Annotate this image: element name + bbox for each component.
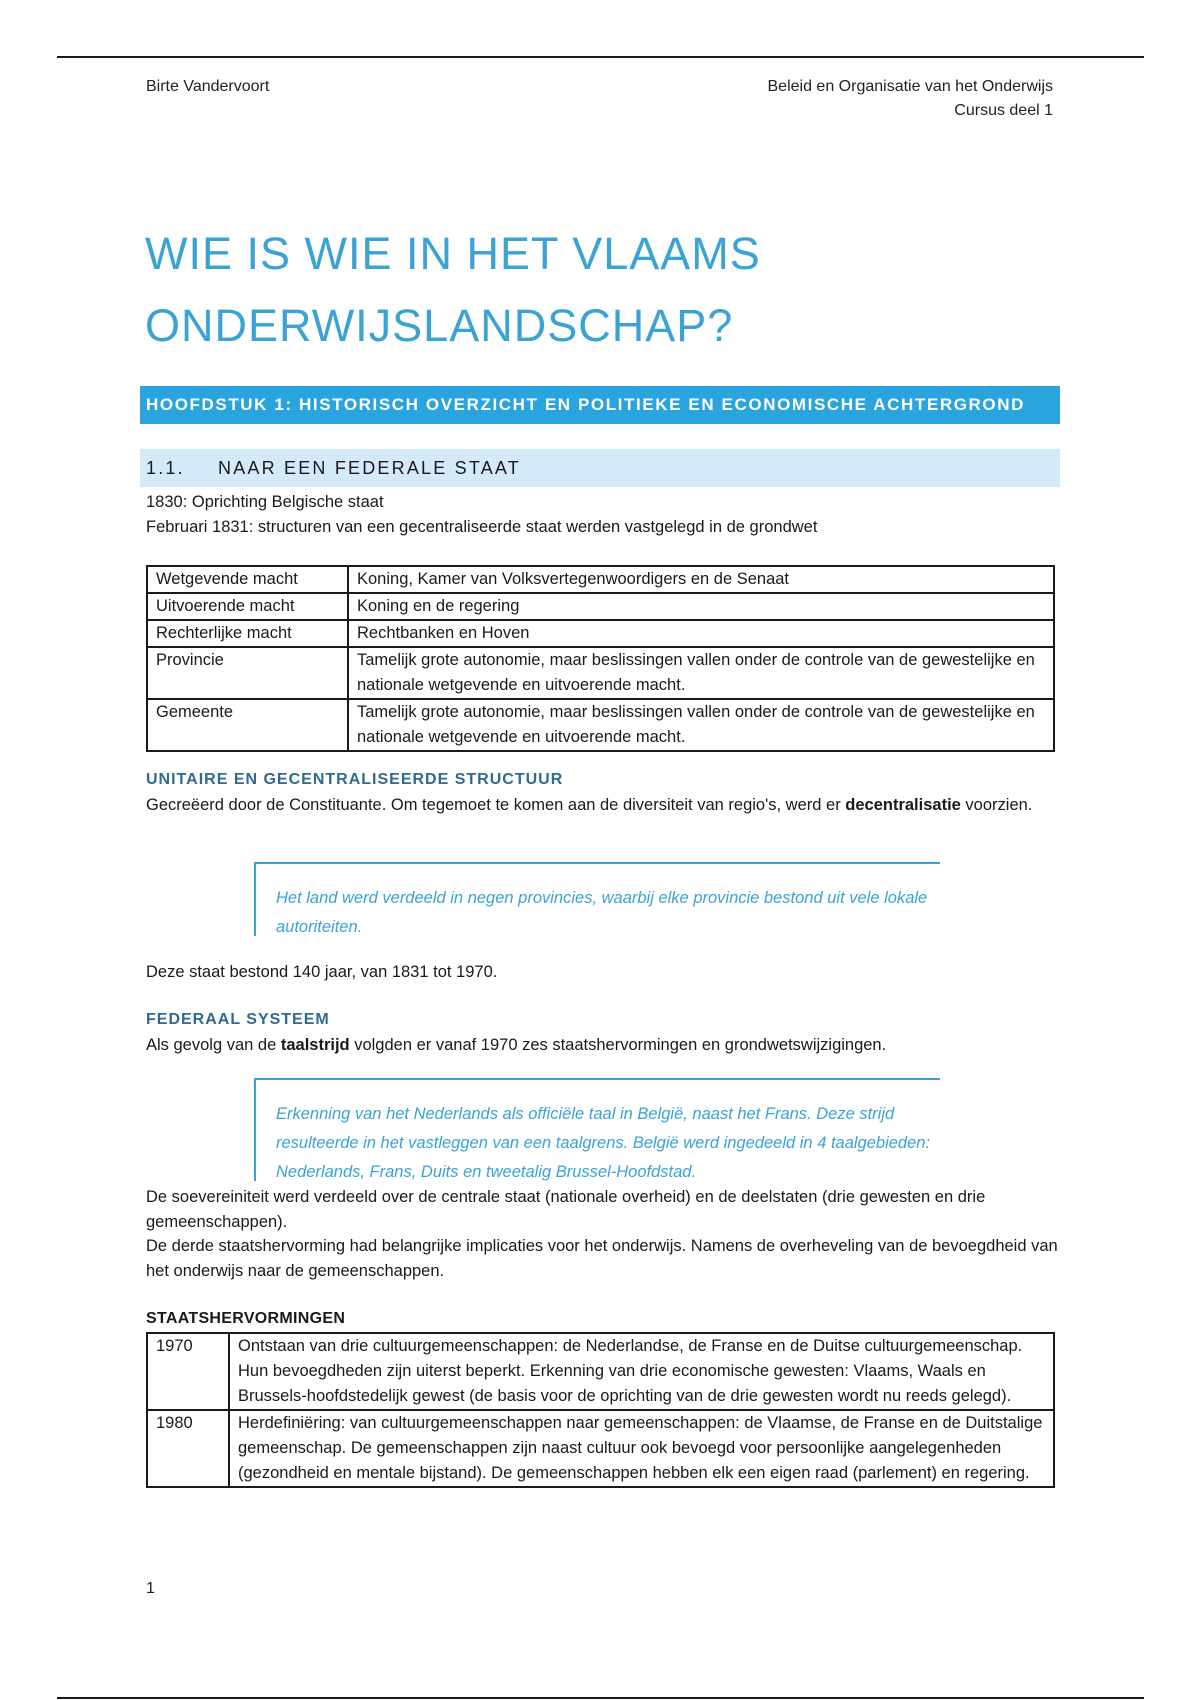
table-row: [147, 620, 1054, 647]
header-course-title: Beleid en Organisatie van het Onderwijs: [767, 78, 1053, 95]
powers-label: Provincie: [147, 647, 348, 699]
federal-quote: Erkenning van het Nederlands als officiële taal in België, naast het Frans. Deze strijd resulteerde in het vastleggen van een taalgrens. België werd ingedeeld in 4 taalgebieden: Nederlands, Frans, Duits en tweetalig Brussel-Hoofdstad.: [254, 1078, 940, 1181]
powers-value: Tamelijk grote autonomie, maar beslissingen vallen onder de controle van de gewestelijke en nationale wetgevende en uitvoerende macht.: [348, 699, 1054, 751]
federal-text-bold: taalstrijd: [280, 1036, 350, 1054]
federal-text-b: volgden er vanaf 1970 zes staatshervormingen en grondwetswijzigingen.: [349, 1036, 887, 1054]
reforms-table: [146, 1332, 1055, 1488]
footer-rule: [57, 1697, 1144, 1699]
unitary-text-b: voorzien.: [960, 796, 1033, 814]
powers-value: Koning, Kamer van Volksvertegenwoordigers en de Senaat: [348, 566, 1054, 593]
federal-text: [146, 1033, 1061, 1058]
powers-label: Rechterlijke macht: [147, 620, 348, 647]
federal-paragraph-2: De derde staatshervorming had belangrijke implicaties voor het onderwijs. Namens de overheveling van de bevoegdheid van het onderwijs naar de gemeenschappen.: [146, 1237, 1058, 1280]
powers-value: Koning en de regering: [348, 593, 1054, 620]
reform-year: 1980: [147, 1410, 229, 1487]
header-author: Birte Vandervoort: [146, 78, 270, 95]
reform-description: Ontstaan van drie cultuurgemeenschappen: de Nederlandse, de Franse en de Duitse cultuurgemeenschap. Hun bevoegdheden zijn uiterst beperkt. Erkenning van drie economische gewesten: Vlaams, Waals en Brussels-hoofdstedelijk gewest (de basis voor de oprichting van de drie gewesten wordt nu reeds gelegd).: [229, 1333, 1054, 1410]
section-heading: [140, 449, 1060, 487]
powers-label: Uitvoerende macht: [147, 593, 348, 620]
reforms-heading: STAATSHERVORMINGEN: [146, 1310, 346, 1327]
table-row: [147, 647, 1054, 699]
powers-label: Gemeente: [147, 699, 348, 751]
unitary-after: Deze staat bestond 140 jaar, van 1831 tot 1970.: [146, 963, 498, 981]
table-row: [147, 566, 1054, 593]
unitary-text: [146, 793, 1061, 818]
section-title: NAAR EEN FEDERALE STAAT: [218, 458, 521, 478]
document-title-line-2: ONDERWIJSLANDSCHAP?: [145, 300, 734, 351]
page-number: 1: [146, 1580, 155, 1597]
document-title-line-1: WIE IS WIE IN HET VLAAMS: [145, 228, 761, 279]
federal-text-a: Als gevolg van de: [146, 1036, 281, 1054]
table-row: [147, 593, 1054, 620]
powers-value: Tamelijk grote autonomie, maar beslissingen vallen onder de controle van de gewestelijke en nationale wetgevende en uitvoerende macht.: [348, 647, 1054, 699]
powers-value: Rechtbanken en Hoven: [348, 620, 1054, 647]
federal-heading: FEDERAAL SYSTEEM: [146, 1011, 330, 1028]
intro-line-1: 1830: Oprichting Belgische staat: [146, 493, 384, 511]
document-title: [145, 218, 1045, 362]
federal-paragraph-1: De soevereiniteit werd verdeeld over de centrale staat (nationale overheid) en de deelstaten (drie gewesten en drie gemeenschappen).: [146, 1188, 986, 1231]
table-row: [147, 1333, 1054, 1410]
powers-label: Wetgevende macht: [147, 566, 348, 593]
reform-description: Herdefiniëring: van cultuurgemeenschappen naar gemeenschappen: de Vlaamse, de Franse en de Duitstalige gemeenschap. De gemeenschappen zijn naast cultuur ook bevoegd voor persoonlijke aangelegenheden (gezondheid en mentale bijstand). De gemeenschappen hebben elk een eigen raad (parlement) en regering.: [229, 1410, 1054, 1487]
intro-text: [146, 490, 1061, 540]
unitary-heading: UNITAIRE EN GECENTRALISEERDE STRUCTUUR: [146, 771, 564, 788]
unitary-text-a: Gecreëerd door de Constituante. Om tegemoet te komen aan de diversiteit van regio's, werd er: [146, 796, 846, 814]
powers-table: [146, 565, 1055, 752]
header-rule: [57, 56, 1144, 58]
intro-line-2: Februari 1831: structuren van een gecentraliseerde staat werden vastgelegd in de grondwet: [146, 518, 818, 536]
table-row: [147, 1410, 1054, 1487]
reform-year: 1970: [147, 1333, 229, 1410]
chapter-heading: HOOFDSTUK 1: HISTORISCH OVERZICHT EN POLITIEKE EN ECONOMISCHE ACHTERGROND: [140, 386, 1060, 424]
unitary-text-bold: decentralisatie: [845, 796, 961, 814]
header-course-part: Cursus deel 1: [954, 102, 1053, 119]
table-row: [147, 699, 1054, 751]
unitary-quote: Het land werd verdeeld in negen provincies, waarbij elke provincie bestond uit vele lokale autoriteiten.: [254, 862, 940, 936]
section-number: 1.1.: [146, 458, 185, 478]
header-course: [768, 75, 1054, 123]
